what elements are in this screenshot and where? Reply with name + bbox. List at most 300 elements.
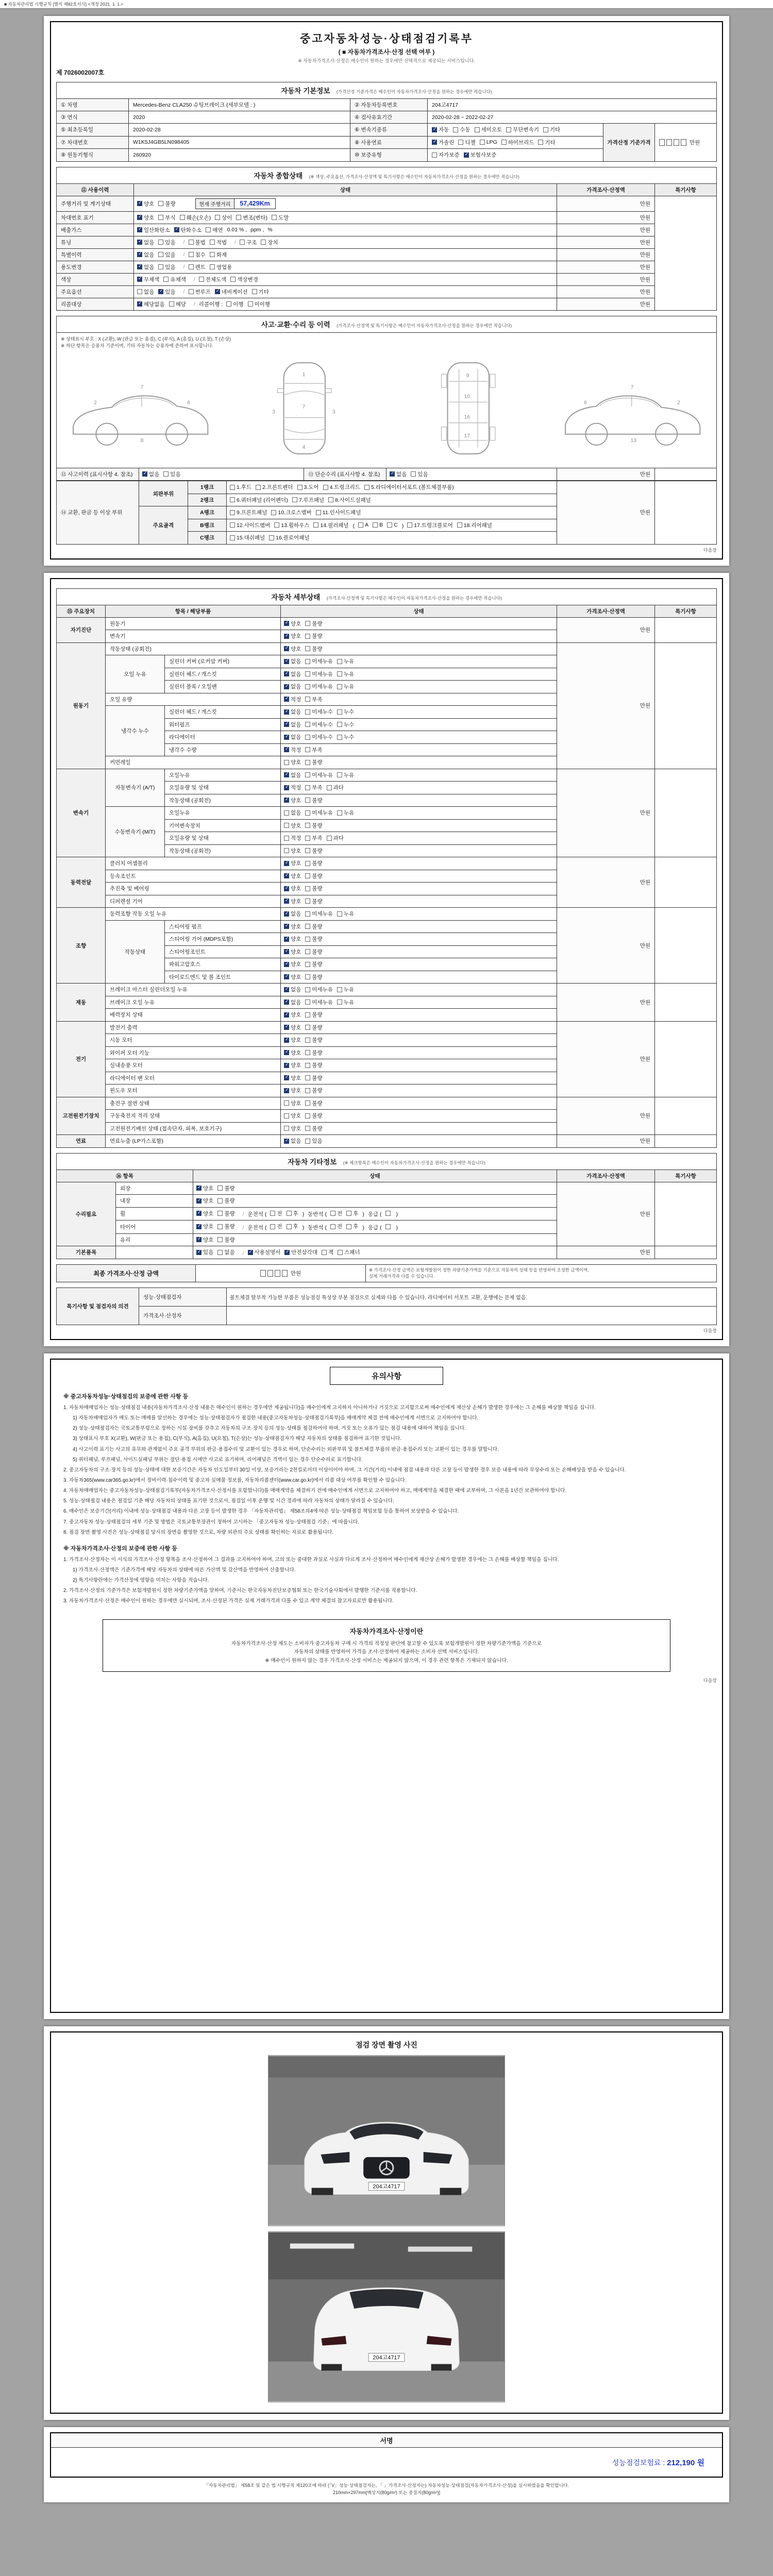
checkbox-checked-icon[interactable] (284, 671, 289, 676)
checkbox-checked-icon[interactable] (284, 684, 289, 689)
checkbox-option[interactable] (284, 1061, 301, 1069)
checkbox-option[interactable] (137, 288, 154, 296)
checkbox-unchecked-icon[interactable] (346, 1211, 351, 1216)
checkbox-unchecked-icon[interactable] (217, 1224, 223, 1229)
checkbox-unchecked-icon[interactable] (305, 899, 310, 904)
checkbox-unchecked-icon[interactable] (284, 1113, 289, 1118)
checkbox-option[interactable] (210, 239, 227, 246)
checkbox-option[interactable] (287, 1223, 298, 1230)
checkbox-unchecked-icon[interactable] (305, 886, 310, 891)
checkbox-checked-icon[interactable] (196, 1224, 201, 1229)
checkbox-option[interactable] (337, 657, 354, 665)
checkbox-option[interactable] (284, 822, 301, 829)
checkbox-unchecked-icon[interactable] (337, 911, 342, 917)
checkbox-unchecked-icon[interactable] (305, 987, 310, 992)
checkbox-unchecked-icon[interactable] (158, 264, 163, 269)
checkbox-unchecked-icon[interactable] (538, 140, 543, 145)
checkbox-option[interactable] (240, 239, 257, 246)
checkbox-option[interactable] (337, 733, 354, 741)
checkbox-checked-icon[interactable] (158, 289, 163, 294)
checkbox-unchecked-icon[interactable] (327, 836, 332, 841)
checkbox-option[interactable] (284, 847, 301, 855)
checkbox-unchecked-icon[interactable] (305, 659, 310, 664)
checkbox-option[interactable] (411, 470, 428, 478)
checkbox-unchecked-icon[interactable] (189, 240, 194, 245)
checkbox-unchecked-icon[interactable] (337, 987, 342, 992)
checkbox-option[interactable] (305, 796, 322, 804)
checkbox-checked-icon[interactable] (432, 127, 437, 132)
checkbox-checked-icon[interactable] (284, 646, 289, 651)
checkbox-option[interactable] (305, 973, 322, 981)
checkbox-unchecked-icon[interactable] (305, 1075, 310, 1080)
checkbox-unchecked-icon[interactable] (457, 522, 462, 528)
checkbox-option[interactable] (158, 214, 175, 222)
checkbox-unchecked-icon[interactable] (337, 671, 342, 676)
checkbox-unchecked-icon[interactable] (305, 646, 310, 651)
checkbox-unchecked-icon[interactable] (543, 127, 548, 132)
checkbox-option[interactable] (432, 126, 449, 133)
checkbox-option[interactable] (538, 139, 555, 146)
checkbox-option[interactable] (210, 263, 232, 271)
checkbox-option[interactable] (346, 1210, 358, 1217)
checkbox-option[interactable] (284, 771, 301, 779)
checkbox-unchecked-icon[interactable] (305, 999, 310, 1005)
checkbox-unchecked-icon[interactable] (215, 215, 220, 220)
checkbox-unchecked-icon[interactable] (230, 497, 235, 502)
checkbox-unchecked-icon[interactable] (506, 127, 511, 132)
checkbox-unchecked-icon[interactable] (284, 848, 289, 853)
checkbox-unchecked-icon[interactable] (256, 485, 261, 490)
checkbox-option[interactable] (284, 859, 301, 867)
checkbox-option[interactable] (215, 288, 248, 296)
checkbox-option[interactable] (475, 126, 502, 133)
checkbox-unchecked-icon[interactable] (236, 215, 241, 220)
checkbox-option[interactable] (387, 522, 398, 528)
checkbox-checked-icon[interactable] (196, 1198, 201, 1204)
checkbox-option[interactable] (230, 483, 251, 491)
checkbox-option[interactable] (284, 872, 301, 880)
checkbox-unchecked-icon[interactable] (330, 1211, 335, 1216)
checkbox-option[interactable] (458, 139, 475, 146)
checkbox-option[interactable] (284, 1137, 301, 1145)
checkbox-unchecked-icon[interactable] (210, 240, 215, 245)
checkbox-unchecked-icon[interactable] (305, 1100, 310, 1106)
checkbox-checked-icon[interactable] (284, 1050, 289, 1055)
checkbox-unchecked-icon[interactable] (271, 510, 276, 515)
checkbox-option[interactable] (328, 496, 371, 504)
checkbox-option[interactable] (158, 251, 175, 259)
checkbox-unchecked-icon[interactable] (338, 1250, 343, 1255)
checkbox-option[interactable] (236, 214, 267, 222)
checkbox-checked-icon[interactable] (284, 1139, 289, 1144)
checkbox-option[interactable] (269, 534, 309, 541)
checkbox-option[interactable] (385, 1211, 392, 1216)
checkbox-unchecked-icon[interactable] (305, 823, 310, 828)
checkbox-checked-icon[interactable] (284, 1075, 289, 1080)
checkbox-unchecked-icon[interactable] (407, 522, 412, 528)
checkbox-checked-icon[interactable] (284, 634, 289, 639)
checkbox-unchecked-icon[interactable] (305, 697, 310, 702)
checkbox-option[interactable] (196, 1197, 213, 1205)
checkbox-unchecked-icon[interactable] (328, 497, 333, 502)
checkbox-checked-icon[interactable] (284, 937, 289, 942)
checkbox-option[interactable] (337, 708, 354, 716)
checkbox-option[interactable] (305, 696, 322, 703)
checkbox-option[interactable] (284, 1074, 301, 1082)
checkbox-option[interactable] (305, 986, 333, 993)
checkbox-option[interactable] (305, 822, 322, 829)
checkbox-unchecked-icon[interactable] (217, 1211, 223, 1216)
checkbox-option[interactable] (199, 276, 227, 283)
checkbox-unchecked-icon[interactable] (261, 240, 266, 245)
checkbox-unchecked-icon[interactable] (305, 785, 310, 790)
checkbox-unchecked-icon[interactable] (453, 127, 458, 132)
checkbox-option[interactable] (158, 263, 175, 271)
checkbox-unchecked-icon[interactable] (230, 277, 236, 282)
checkbox-option[interactable] (137, 263, 154, 271)
checkbox-unchecked-icon[interactable] (284, 1126, 289, 1131)
checkbox-unchecked-icon[interactable] (305, 671, 310, 676)
checkbox-unchecked-icon[interactable] (305, 722, 310, 727)
checkbox-option[interactable] (217, 1210, 234, 1217)
checkbox-unchecked-icon[interactable] (137, 289, 142, 294)
checkbox-option[interactable] (284, 986, 301, 993)
checkbox-unchecked-icon[interactable] (305, 949, 310, 954)
checkbox-option[interactable] (284, 708, 301, 716)
checkbox-unchecked-icon[interactable] (169, 301, 174, 307)
checkbox-option[interactable] (284, 973, 301, 981)
checkbox-option[interactable] (271, 509, 311, 516)
checkbox-option[interactable] (180, 214, 211, 222)
checkbox-option[interactable] (337, 910, 354, 918)
checkbox-checked-icon[interactable] (284, 697, 289, 702)
checkbox-unchecked-icon[interactable] (240, 240, 245, 245)
next-page-label[interactable]: 다음장 (703, 1328, 717, 1333)
checkbox-checked-icon[interactable] (284, 1038, 289, 1043)
checkbox-option[interactable] (297, 483, 319, 491)
checkbox-option[interactable] (217, 1197, 234, 1205)
checkbox-checked-icon[interactable] (137, 301, 142, 307)
checkbox-unchecked-icon[interactable] (305, 836, 310, 841)
checkbox-option[interactable] (215, 214, 232, 222)
next-page-label[interactable]: 다음장 (703, 547, 717, 553)
checkbox-option[interactable] (137, 226, 170, 234)
checkbox-option[interactable] (261, 239, 278, 246)
checkbox-checked-icon[interactable] (196, 1250, 201, 1255)
checkbox-option[interactable] (457, 521, 492, 529)
checkbox-option[interactable] (305, 721, 333, 728)
checkbox-option[interactable] (287, 1210, 298, 1217)
checkbox-unchecked-icon[interactable] (322, 1250, 327, 1255)
checkbox-unchecked-icon[interactable] (305, 924, 310, 929)
checkbox-option[interactable] (189, 251, 206, 259)
checkbox-option[interactable] (284, 758, 301, 766)
checkbox-checked-icon[interactable] (284, 1250, 290, 1255)
checkbox-unchecked-icon[interactable] (305, 1126, 310, 1131)
checkbox-checked-icon[interactable] (284, 861, 289, 866)
checkbox-option[interactable] (284, 834, 301, 842)
checkbox-unchecked-icon[interactable] (158, 215, 163, 220)
checkbox-checked-icon[interactable] (464, 152, 469, 158)
checkbox-option[interactable] (337, 986, 354, 993)
checkbox-option[interactable] (305, 746, 322, 754)
checkbox-option[interactable] (305, 1074, 322, 1082)
checkbox-unchecked-icon[interactable] (206, 227, 211, 232)
checkbox-unchecked-icon[interactable] (230, 522, 235, 528)
checkbox-option[interactable] (169, 300, 186, 308)
checkbox-option[interactable] (305, 847, 322, 855)
checkbox-unchecked-icon[interactable] (305, 798, 310, 803)
checkbox-checked-icon[interactable] (284, 1063, 289, 1068)
checkbox-option[interactable] (305, 1049, 322, 1057)
checkbox-option[interactable] (284, 746, 301, 754)
checkbox-option[interactable] (217, 1248, 234, 1256)
checkbox-unchecked-icon[interactable] (230, 535, 235, 540)
checkbox-option[interactable] (270, 1210, 282, 1217)
checkbox-unchecked-icon[interactable] (305, 747, 310, 752)
checkbox-checked-icon[interactable] (390, 471, 395, 477)
checkbox-option[interactable] (292, 496, 324, 504)
checkbox-option[interactable] (272, 214, 289, 222)
checkbox-option[interactable] (284, 670, 301, 678)
checkbox-unchecked-icon[interactable] (305, 1088, 310, 1093)
checkbox-option[interactable] (284, 1125, 301, 1132)
checkbox-checked-icon[interactable] (284, 1088, 289, 1093)
checkbox-unchecked-icon[interactable] (337, 684, 342, 689)
checkbox-option[interactable] (284, 1011, 301, 1019)
checkbox-option[interactable] (230, 509, 267, 516)
checkbox-option[interactable] (189, 239, 206, 246)
checkbox-option[interactable] (322, 1248, 333, 1256)
checkbox-option[interactable] (196, 1223, 213, 1230)
checkbox-option[interactable] (189, 288, 211, 296)
checkbox-checked-icon[interactable] (284, 974, 289, 979)
checkbox-checked-icon[interactable] (196, 1237, 201, 1242)
checkbox-checked-icon[interactable] (284, 987, 289, 992)
checkbox-option[interactable] (137, 251, 154, 259)
checkbox-option[interactable] (305, 632, 322, 640)
checkbox-option[interactable] (230, 534, 265, 541)
checkbox-option[interactable] (323, 483, 360, 491)
checkbox-unchecked-icon[interactable] (252, 289, 257, 294)
checkbox-unchecked-icon[interactable] (199, 277, 204, 282)
checkbox-option[interactable] (284, 1036, 301, 1044)
checkbox-checked-icon[interactable] (142, 471, 147, 477)
checkbox-unchecked-icon[interactable] (284, 760, 289, 765)
checkbox-unchecked-icon[interactable] (305, 634, 310, 639)
checkbox-option[interactable] (480, 139, 497, 145)
checkbox-option[interactable] (284, 910, 301, 918)
checkbox-option[interactable] (284, 1248, 317, 1256)
checkbox-unchecked-icon[interactable] (270, 1211, 275, 1216)
checkbox-option[interactable] (305, 935, 322, 943)
checkbox-unchecked-icon[interactable] (475, 127, 480, 132)
checkbox-option[interactable] (284, 645, 301, 653)
checkbox-option[interactable] (137, 200, 154, 208)
checkbox-unchecked-icon[interactable] (284, 823, 289, 828)
checkbox-unchecked-icon[interactable] (501, 140, 507, 145)
checkbox-option[interactable] (390, 470, 407, 478)
checkbox-option[interactable] (305, 645, 322, 653)
checkbox-option[interactable] (305, 1011, 322, 1019)
checkbox-unchecked-icon[interactable] (305, 684, 310, 689)
checkbox-unchecked-icon[interactable] (305, 1025, 310, 1030)
checkbox-option[interactable] (158, 200, 175, 208)
checkbox-option[interactable] (453, 126, 470, 133)
checkbox-unchecked-icon[interactable] (385, 1224, 391, 1229)
checkbox-option[interactable] (174, 226, 202, 234)
checkbox-checked-icon[interactable] (284, 722, 289, 727)
checkbox-unchecked-icon[interactable] (287, 1211, 292, 1216)
checkbox-unchecked-icon[interactable] (411, 471, 416, 477)
checkbox-option[interactable] (284, 948, 301, 956)
checkbox-option[interactable] (137, 300, 165, 308)
checkbox-checked-icon[interactable] (284, 962, 289, 967)
checkbox-option[interactable] (543, 126, 560, 133)
checkbox-option[interactable] (305, 1099, 322, 1107)
checkbox-option[interactable] (305, 683, 333, 690)
checkbox-option[interactable] (230, 496, 288, 504)
checkbox-option[interactable] (230, 521, 270, 529)
checkbox-option[interactable] (305, 758, 322, 766)
checkbox-unchecked-icon[interactable] (305, 760, 310, 765)
checkbox-option[interactable] (284, 923, 301, 930)
checkbox-unchecked-icon[interactable] (305, 1063, 310, 1068)
checkbox-unchecked-icon[interactable] (305, 810, 310, 816)
checkbox-option[interactable] (327, 784, 344, 791)
checkbox-option[interactable] (137, 276, 159, 283)
checkbox-option[interactable] (337, 683, 354, 690)
checkbox-unchecked-icon[interactable] (305, 962, 310, 967)
checkbox-unchecked-icon[interactable] (210, 252, 215, 257)
checkbox-option[interactable] (284, 809, 301, 817)
checkbox-unchecked-icon[interactable] (305, 1012, 310, 1018)
checkbox-unchecked-icon[interactable] (358, 522, 363, 528)
checkbox-option[interactable] (137, 239, 154, 246)
checkbox-option[interactable] (248, 1248, 281, 1256)
checkbox-unchecked-icon[interactable] (230, 510, 235, 515)
checkbox-unchecked-icon[interactable] (323, 485, 328, 490)
checkbox-option[interactable] (358, 522, 368, 528)
checkbox-checked-icon[interactable] (137, 252, 142, 257)
checkbox-unchecked-icon[interactable] (327, 785, 332, 790)
checkbox-unchecked-icon[interactable] (230, 485, 235, 490)
checkbox-unchecked-icon[interactable] (284, 1100, 289, 1106)
checkbox-option[interactable] (158, 239, 175, 246)
checkbox-unchecked-icon[interactable] (305, 772, 310, 777)
checkbox-option[interactable] (284, 657, 301, 665)
checkbox-option[interactable] (337, 771, 354, 779)
checkbox-checked-icon[interactable] (248, 1250, 253, 1255)
checkbox-option[interactable] (305, 948, 322, 956)
checkbox-option[interactable] (305, 1036, 322, 1044)
checkbox-unchecked-icon[interactable] (158, 240, 163, 245)
checkbox-option[interactable] (284, 1087, 301, 1094)
checkbox-option[interactable] (284, 796, 301, 804)
checkbox-unchecked-icon[interactable] (337, 659, 342, 664)
checkbox-checked-icon[interactable] (284, 735, 289, 740)
checkbox-option[interactable] (284, 784, 301, 791)
checkbox-option[interactable] (305, 897, 322, 905)
checkbox-option[interactable] (337, 809, 354, 817)
checkbox-option[interactable] (284, 960, 301, 968)
checkbox-unchecked-icon[interactable] (305, 861, 310, 866)
checkbox-unchecked-icon[interactable] (305, 1113, 310, 1118)
checkbox-option[interactable] (230, 276, 258, 283)
checkbox-option[interactable] (464, 151, 497, 159)
checkbox-option[interactable] (305, 733, 333, 741)
checkbox-checked-icon[interactable] (284, 873, 289, 878)
checkbox-checked-icon[interactable] (137, 215, 142, 220)
checkbox-option[interactable] (226, 300, 243, 308)
checkbox-option[interactable] (305, 620, 322, 628)
checkbox-option[interactable] (305, 1024, 322, 1031)
checkbox-unchecked-icon[interactable] (337, 999, 342, 1005)
checkbox-option[interactable] (284, 721, 301, 728)
checkbox-option[interactable] (385, 1224, 392, 1229)
checkbox-option[interactable] (305, 923, 322, 930)
checkbox-unchecked-icon[interactable] (180, 215, 185, 220)
checkbox-unchecked-icon[interactable] (270, 1224, 275, 1229)
checkbox-checked-icon[interactable] (284, 924, 289, 929)
checkbox-option[interactable] (142, 470, 159, 478)
checkbox-option[interactable] (284, 696, 301, 703)
checkbox-checked-icon[interactable] (284, 772, 289, 777)
checkbox-checked-icon[interactable] (215, 289, 220, 294)
checkbox-unchecked-icon[interactable] (189, 289, 194, 294)
checkbox-unchecked-icon[interactable] (158, 252, 163, 257)
checkbox-unchecked-icon[interactable] (316, 510, 321, 515)
checkbox-unchecked-icon[interactable] (274, 522, 279, 528)
checkbox-unchecked-icon[interactable] (189, 252, 194, 257)
checkbox-checked-icon[interactable] (137, 277, 142, 282)
checkbox-option[interactable] (189, 263, 206, 271)
checkbox-unchecked-icon[interactable] (163, 471, 169, 477)
checkbox-unchecked-icon[interactable] (292, 497, 297, 502)
checkbox-unchecked-icon[interactable] (297, 485, 303, 490)
checkbox-option[interactable] (305, 834, 322, 842)
checkbox-option[interactable] (305, 1061, 322, 1069)
checkbox-option[interactable] (284, 620, 301, 628)
checkbox-option[interactable] (196, 1236, 213, 1244)
checkbox-option[interactable] (432, 151, 460, 159)
checkbox-checked-icon[interactable] (284, 911, 289, 917)
checkbox-checked-icon[interactable] (137, 264, 142, 269)
checkbox-option[interactable] (305, 771, 333, 779)
checkbox-option[interactable] (252, 288, 269, 296)
checkbox-unchecked-icon[interactable] (226, 301, 231, 307)
checkbox-option[interactable] (274, 521, 309, 529)
checkbox-checked-icon[interactable] (284, 949, 289, 954)
checkbox-unchecked-icon[interactable] (364, 485, 369, 490)
checkbox-option[interactable] (305, 670, 333, 678)
checkbox-option[interactable] (196, 1184, 213, 1192)
checkbox-unchecked-icon[interactable] (217, 1198, 223, 1204)
checkbox-unchecked-icon[interactable] (189, 264, 194, 269)
checkbox-checked-icon[interactable] (284, 1025, 289, 1030)
checkbox-option[interactable] (196, 1248, 213, 1256)
checkbox-unchecked-icon[interactable] (163, 277, 169, 282)
checkbox-checked-icon[interactable] (284, 1012, 289, 1018)
checkbox-checked-icon[interactable] (284, 621, 289, 626)
checkbox-option[interactable] (284, 1049, 301, 1057)
checkbox-unchecked-icon[interactable] (305, 937, 310, 942)
checkbox-option[interactable] (373, 522, 383, 528)
checkbox-unchecked-icon[interactable] (337, 722, 342, 727)
checkbox-checked-icon[interactable] (284, 747, 289, 752)
checkbox-option[interactable] (337, 721, 354, 728)
next-page-label[interactable]: 다음장 (703, 1678, 717, 1684)
